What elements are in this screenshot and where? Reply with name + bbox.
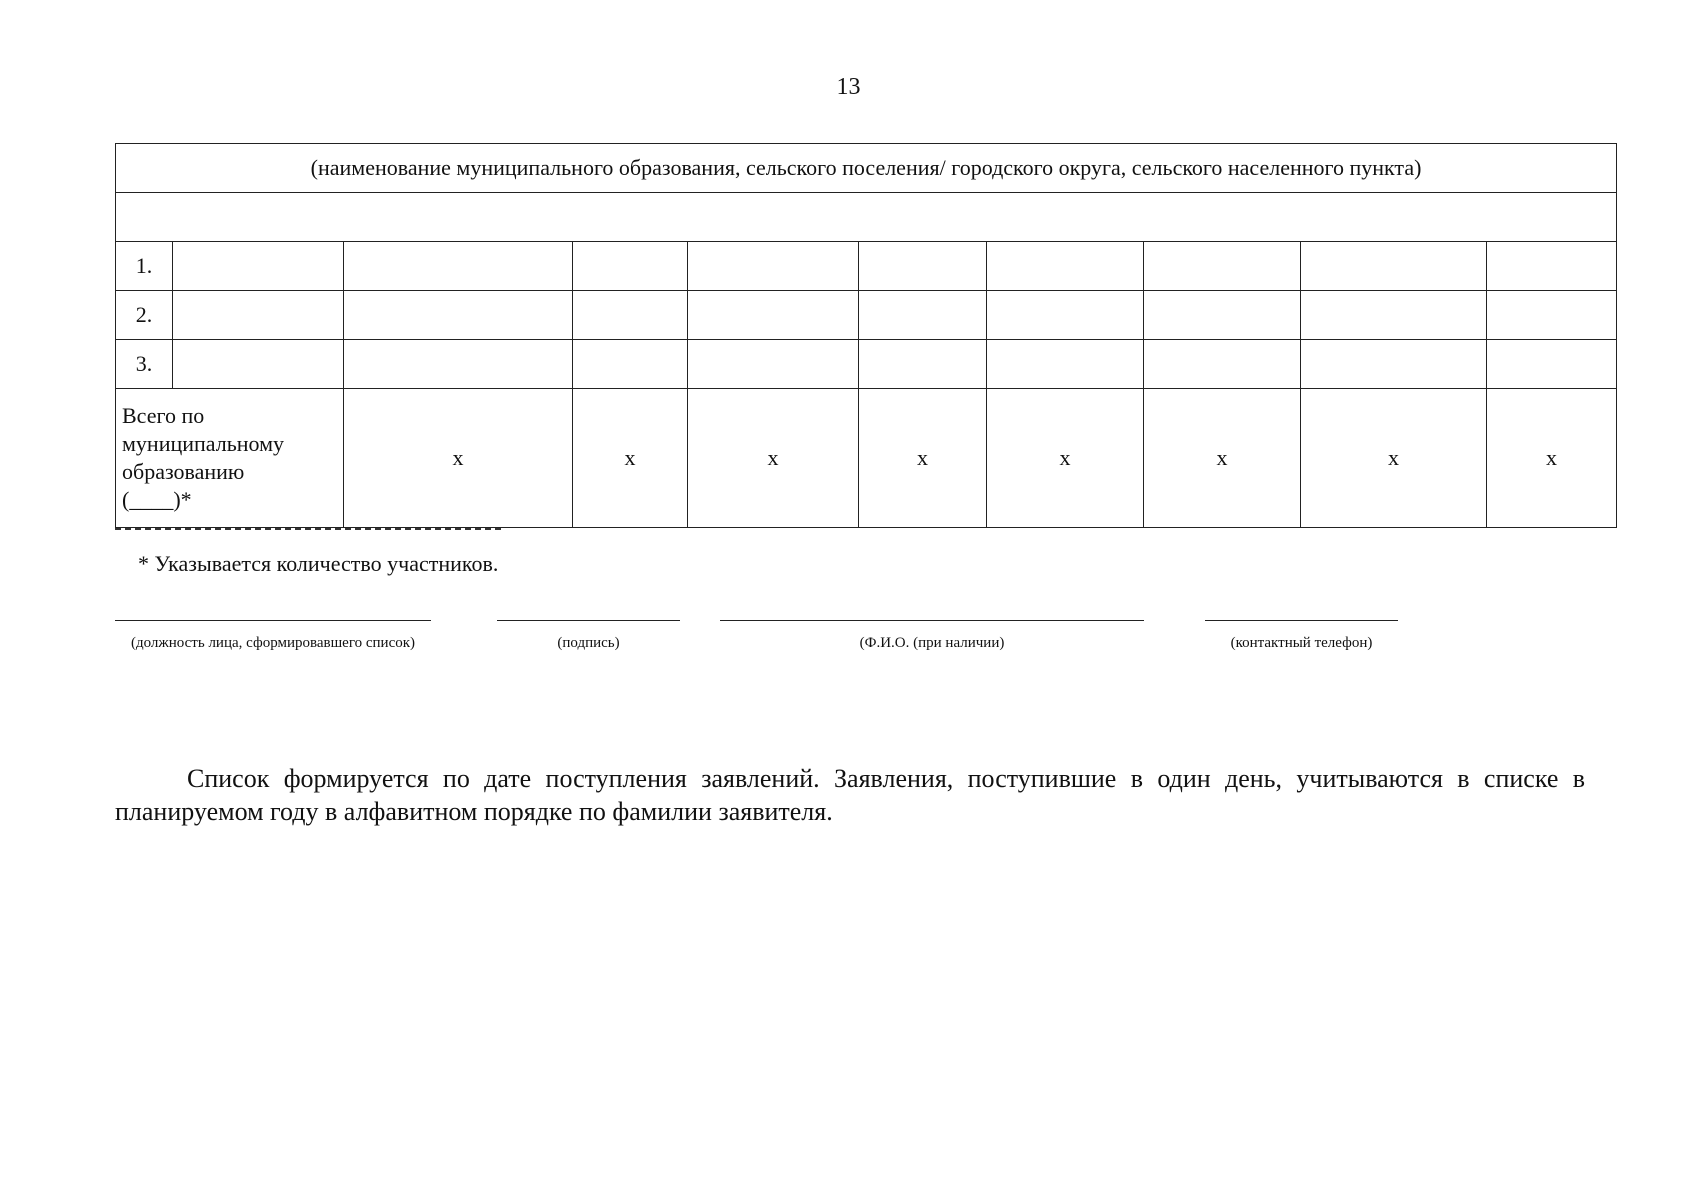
- table-cell[interactable]: [1301, 242, 1487, 291]
- table-cell[interactable]: [987, 242, 1144, 291]
- total-cell-mark: x: [573, 389, 688, 528]
- signature-caption: (подпись): [557, 635, 620, 651]
- table-cell[interactable]: [688, 340, 859, 389]
- table-cell[interactable]: [173, 340, 344, 389]
- signature-line[interactable]: [1205, 620, 1398, 621]
- table-cell[interactable]: [1487, 291, 1617, 340]
- total-label-line: (____)*: [122, 487, 192, 512]
- table-row: [116, 242, 1617, 291]
- table-cell[interactable]: [1487, 242, 1617, 291]
- total-cell-mark: x: [688, 389, 859, 528]
- table-cell[interactable]: [173, 242, 344, 291]
- total-cell-mark: x: [344, 389, 573, 528]
- table-cell[interactable]: [173, 291, 344, 340]
- body-paragraph: Список формируется по дате поступления заявлений. Заявления, поступившие в один день, учитываются в списке в планируемом году в алфавитном порядке по фамилии заявителя.: [115, 764, 1585, 826]
- signature-field-signature: [497, 620, 680, 652]
- table-cell[interactable]: [859, 242, 987, 291]
- signature-line[interactable]: [720, 620, 1144, 621]
- table-cell[interactable]: [573, 340, 688, 389]
- table-cell[interactable]: [573, 242, 688, 291]
- applicants-table: [115, 143, 1617, 528]
- signature-caption: (Ф.И.О. (при наличии): [859, 635, 1005, 651]
- row-number: 1.: [116, 242, 173, 291]
- page-number: 13: [836, 74, 861, 100]
- table-cell[interactable]: [688, 291, 859, 340]
- total-cell-mark: x: [859, 389, 987, 528]
- table-row: [116, 291, 1617, 340]
- table-cell[interactable]: [859, 291, 987, 340]
- table-cell[interactable]: [1301, 340, 1487, 389]
- signature-line[interactable]: [497, 620, 680, 621]
- table-cell[interactable]: [987, 340, 1144, 389]
- total-label-line: муниципальному: [122, 431, 285, 456]
- table-cell[interactable]: [1144, 242, 1301, 291]
- table-cell[interactable]: [344, 242, 573, 291]
- table-cell[interactable]: [688, 242, 859, 291]
- signature-line[interactable]: [115, 620, 431, 621]
- table-cell[interactable]: [1144, 340, 1301, 389]
- total-cell-mark: x: [1301, 389, 1487, 528]
- row-number: 2.: [116, 291, 173, 340]
- signature-caption: (должность лица, сформировавшего список): [130, 635, 416, 651]
- municipality-title-cell: (наименование муниципального образования, сельского поселения/ городского округа, сельского населенного пункта): [116, 144, 1617, 193]
- footnote: * Указывается количество участников.: [138, 551, 499, 576]
- table-cell[interactable]: [859, 340, 987, 389]
- signature-field-name: [720, 620, 1144, 652]
- total-cell-mark: x: [1487, 389, 1617, 528]
- footnote-divider: [115, 528, 501, 530]
- table-cell[interactable]: [1487, 340, 1617, 389]
- table-cell[interactable]: [344, 291, 573, 340]
- total-label-cell: [116, 389, 344, 528]
- total-row: [116, 389, 1617, 528]
- row-number: 3.: [116, 340, 173, 389]
- signature-caption: (контактный телефон): [1230, 635, 1373, 651]
- signature-field-phone: [1205, 620, 1398, 652]
- total-cell-mark: x: [1144, 389, 1301, 528]
- table-cell[interactable]: [344, 340, 573, 389]
- table-cell[interactable]: [1144, 291, 1301, 340]
- total-cell-mark: x: [987, 389, 1144, 528]
- table-cell[interactable]: [573, 291, 688, 340]
- table-cell[interactable]: [1301, 291, 1487, 340]
- signature-field-position: [115, 620, 431, 652]
- total-label-line: Всего по: [122, 403, 205, 428]
- table-cell[interactable]: [987, 291, 1144, 340]
- municipality-name-cell[interactable]: [116, 193, 1617, 242]
- total-label-line: образованию: [122, 459, 245, 484]
- table-row: [116, 340, 1617, 389]
